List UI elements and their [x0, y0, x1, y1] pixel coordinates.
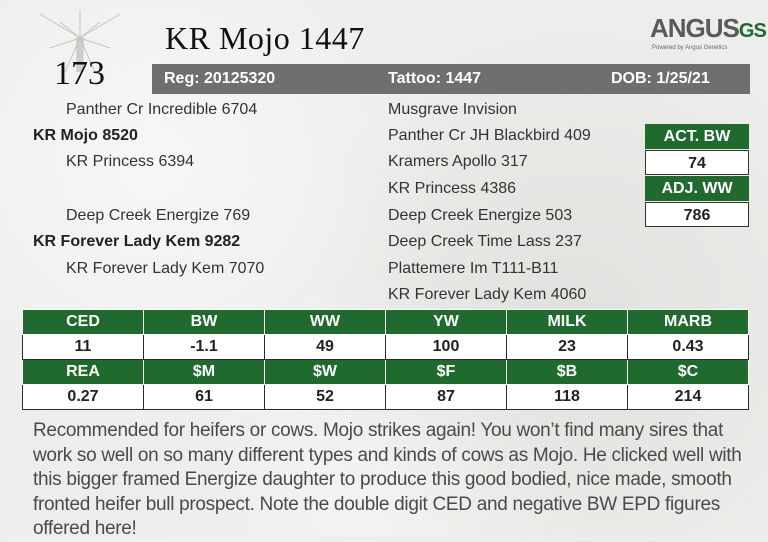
epd-header: REA [23, 360, 144, 385]
pedigree-sire: KR Mojo 8520 [33, 127, 138, 144]
sale-notes: Recommended for heifers or cows. Mojo strikes again! You won’t find many sires that work so well on so many different types and kinds of cows as Mojo. He clicked well with this bigger framed Energize daughter to produce this good bodied, nice made, smooth fronted heifer bull prospect. Note the double digit CED and negative BW EPD figures offered here! [33, 420, 742, 539]
pedigree-ancestor: KR Princess 4386 [388, 180, 517, 197]
adjusted-ww-header: ADJ. WW [645, 176, 749, 201]
index-value-row [23, 385, 749, 410]
pedigree-ancestor: Musgrave Invision [388, 101, 517, 118]
epd-value: 100 [386, 335, 507, 360]
logo-tagline: Powered by Angus Genetics [652, 45, 728, 51]
epd-header: CED [23, 310, 144, 335]
angus-gs-logo [650, 13, 766, 54]
epd-header: $F [386, 360, 507, 385]
pedigree-ancestor: Deep Creek Time Lass 237 [388, 233, 582, 250]
pedigree-ancestor: Deep Creek Energize 503 [388, 207, 573, 224]
pedigree-ancestor: KR Forever Lady Kem 4060 [388, 286, 587, 303]
epd-header: WW [265, 310, 386, 335]
logo-brand: ANGUS [650, 13, 739, 43]
registration-number: Reg: 20125320 [164, 70, 276, 87]
actual-bw-value: 74 [645, 150, 749, 175]
epd-value: 0.43 [628, 335, 749, 360]
epd-value: 61 [144, 385, 265, 410]
epd-value: 0.27 [23, 385, 144, 410]
pedigree-ancestor: Plattemere Im T111-B11 [388, 260, 559, 277]
tattoo: Tattoo: 1447 [388, 70, 482, 87]
lot-number: 173 [54, 55, 105, 92]
epd-value: 23 [507, 335, 628, 360]
epd-header: MARB [628, 310, 749, 335]
pedigree-dam-sire: Deep Creek Energize 769 [66, 207, 251, 224]
adjusted-ww-value: 786 [645, 202, 749, 227]
animal-name: KR Mojo 1447 [165, 20, 365, 56]
info-bar [152, 64, 750, 94]
epd-header: $C [628, 360, 749, 385]
pedigree-ancestor: Kramers Apollo 317 [388, 153, 528, 170]
epd-value: 87 [386, 385, 507, 410]
epd-value: 214 [628, 385, 749, 410]
epd-value-row [23, 335, 749, 360]
epd-value: 49 [265, 335, 386, 360]
pedigree-ancestor: Panther Cr JH Blackbird 409 [388, 127, 591, 144]
actual-bw-header: ACT. BW [645, 124, 749, 149]
epd-header: $B [507, 360, 628, 385]
epd-value: 52 [265, 385, 386, 410]
index-header-row [23, 360, 749, 385]
pedigree-dam-dam: KR Forever Lady Kem 7070 [66, 260, 265, 277]
pedigree-sire-dam: KR Princess 6394 [66, 153, 195, 170]
epd-value: 118 [507, 385, 628, 410]
date-of-birth: DOB: 1/25/21 [611, 70, 710, 87]
epd-header-row [23, 310, 749, 335]
epd-header: $W [265, 360, 386, 385]
epd-value: 11 [23, 335, 144, 360]
epd-header: $M [144, 360, 265, 385]
pedigree-dam: KR Forever Lady Kem 9282 [33, 233, 241, 250]
epd-header: BW [144, 310, 265, 335]
epd-table [22, 309, 749, 410]
logo-brand-suffix: GS [738, 20, 766, 42]
epd-value: -1.1 [144, 335, 265, 360]
epd-header: MILK [507, 310, 628, 335]
epd-header: YW [386, 310, 507, 335]
pedigree-sire-sire: Panther Cr Incredible 6704 [66, 101, 258, 118]
